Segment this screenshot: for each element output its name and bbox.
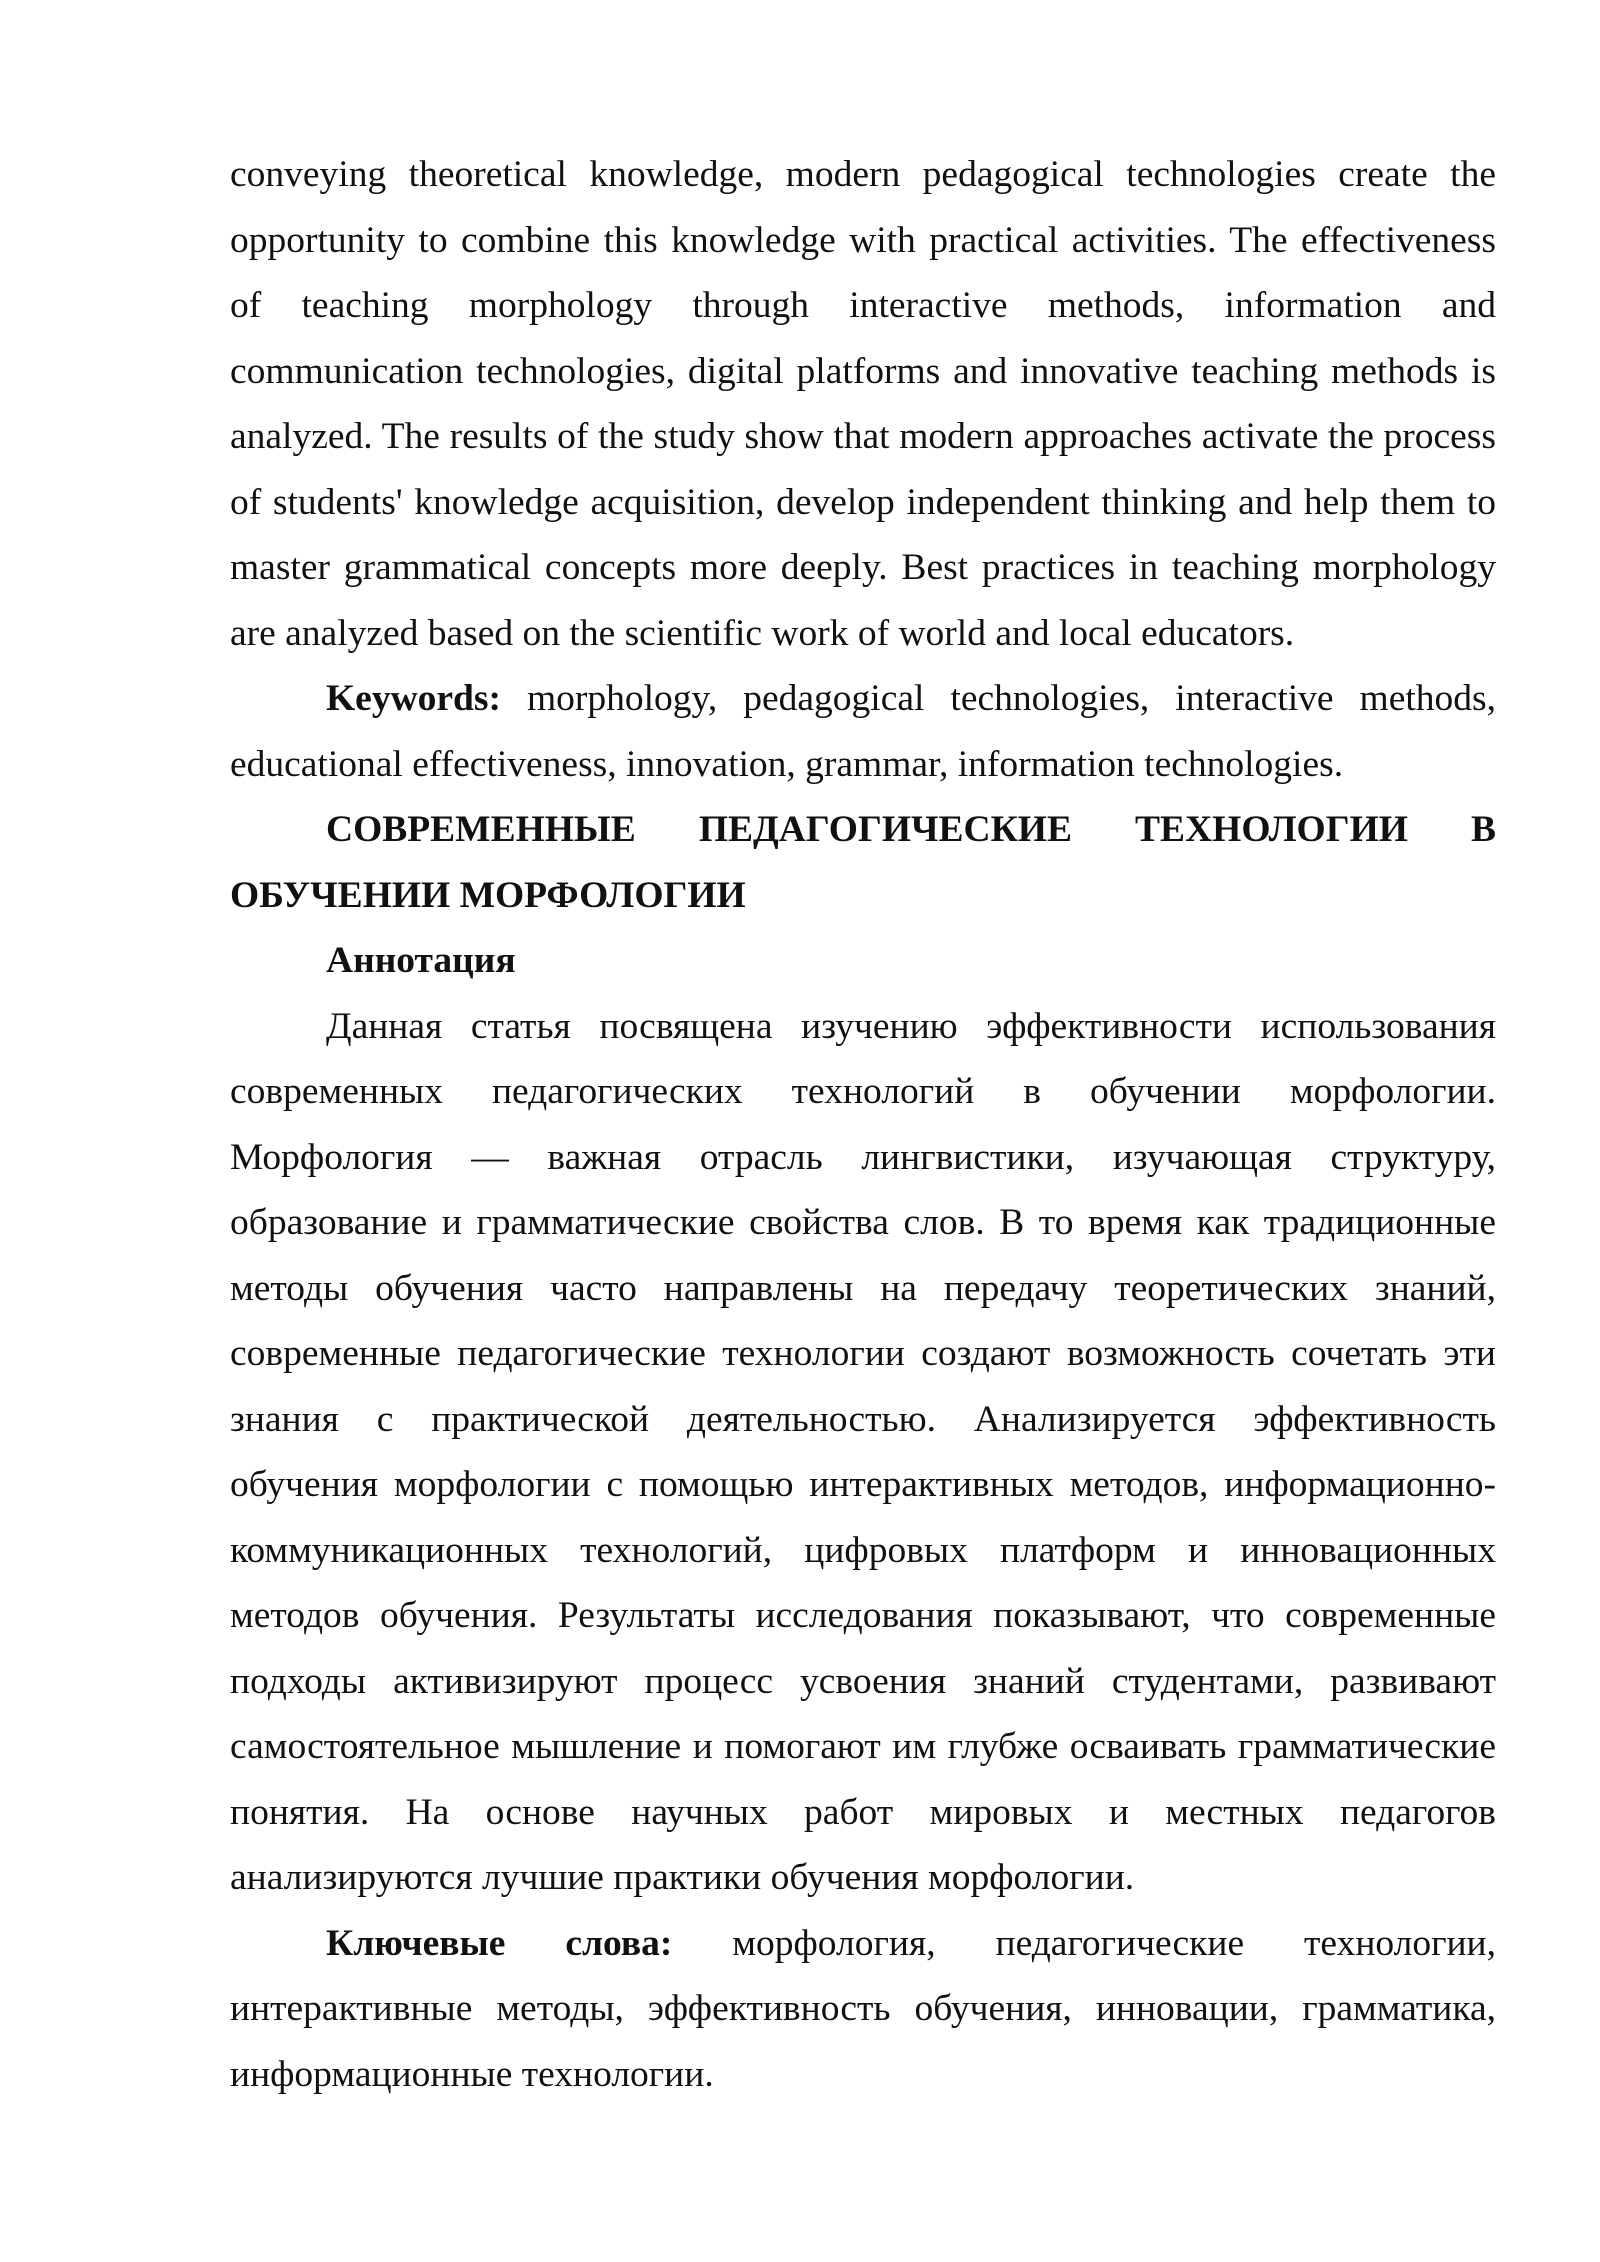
- document-page: [230, 142, 1496, 2107]
- english-keywords-text: morphology, pedagogical technologies, interactive methods, educational effectiveness, innovation, grammar, information technologies.: [230, 678, 1496, 785]
- english-keywords-label: Keywords:: [326, 678, 501, 719]
- russian-keywords-text: морфология, педагогические технологии, интерактивные методы, эффективность обучения, инновации, грамматика, информационные технологии.: [230, 1922, 1496, 2095]
- russian-title: СОВРЕМЕННЫЕ ПЕДАГОГИЧЕСКИЕ ТЕХНОЛОГИИ В ОБУЧЕНИИ МОРФОЛОГИИ: [230, 809, 1496, 916]
- russian-abstract: Данная статья посвящена изучению эффективности использования современных педагогических технологий в обучении морфологии. Морфология — важная отрасль лингвистики, изучающая структуру, образование и грамматические свойства слов. В то время как традиционные методы обучения часто направлены на передачу теоретических знаний, современные педагогические технологии создают возможность сочетать эти знания с практической деятельностью. Анализируется эффективность обучения морфологии с помощью интерактивных методов, информационно-коммуникационных технологий, цифровых платформ и инновационных методов обучения. Результаты исследования показывают, что современные подходы активизируют процесс усвоения знаний студентами, развивают самостоятельное мышление и помогают им глубже осваивать грамматические понятия. На основе научных работ мировых и местных педагогов анализируются лучшие практики обучения морфологии.: [230, 1005, 1496, 1898]
- russian-keywords-label: Ключевые слова:: [326, 1922, 673, 1964]
- russian-keywords: [230, 1911, 1496, 2108]
- russian-annotation-heading: Аннотация: [326, 940, 516, 981]
- english-abstract-continued: conveying theoretical knowledge, modern pedagogical technologies create the opportunity to combine this knowledge with practical activities. The effectiveness of teaching morphology through interactive methods, information and communication technologies, digital platforms and innovative teaching methods is analyzed. The results of the study show that modern approaches activate the process of students' knowledge acquisition, develop independent thinking and help them to master grammatical concepts more deeply. Best practices in teaching morphology are analyzed based on the scientific work of world and local educators.: [230, 154, 1496, 654]
- english-keywords: [230, 666, 1496, 797]
